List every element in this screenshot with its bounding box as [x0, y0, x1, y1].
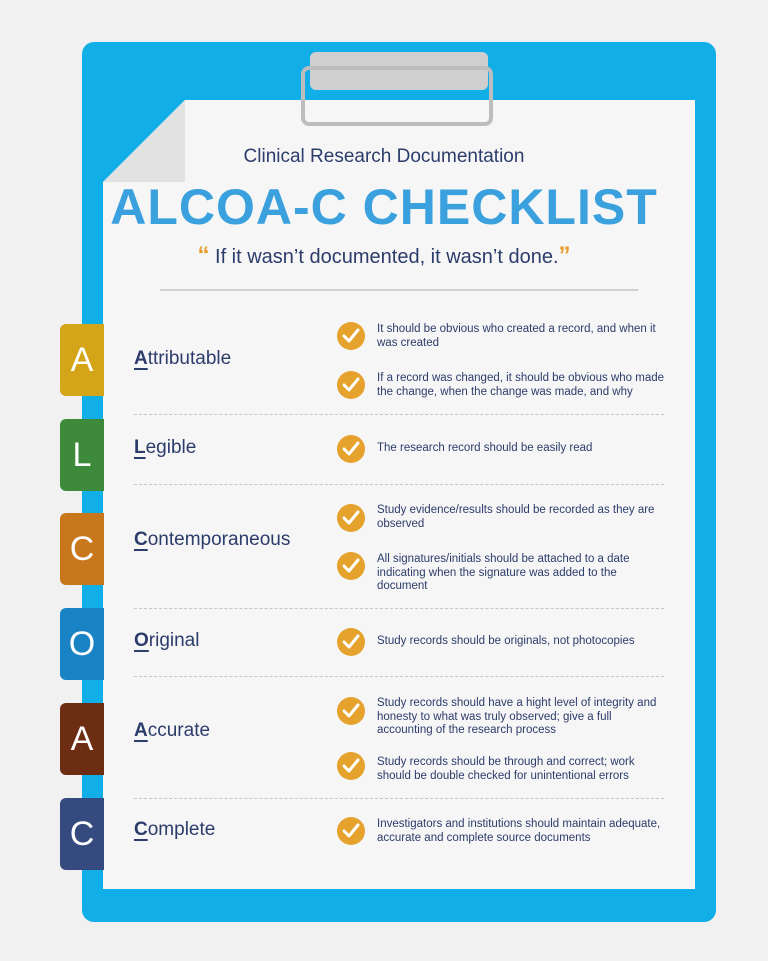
- section-divider: [134, 484, 664, 485]
- check-icon: [337, 435, 365, 463]
- header-divider: [160, 289, 638, 291]
- section-divider: [134, 676, 664, 677]
- section-label-attributable: Attributable: [134, 348, 232, 369]
- page-subtitle: Clinical Research Documentation: [243, 146, 525, 167]
- check-icon: [337, 371, 365, 399]
- page-title: ALCOA-C CHECKLIST: [110, 179, 658, 235]
- tab-letter-o: O: [60, 608, 104, 680]
- checklist-item: Study records should have a hight level of integrity and honesty to what was truly observed; give a full accounting of the research process: [377, 697, 657, 736]
- check-icon: [337, 322, 365, 350]
- section-divider: [134, 798, 664, 799]
- section-label-legible: Legible: [134, 437, 197, 458]
- section-divider: [134, 608, 664, 609]
- checklist-item: Study records should be originals, not photocopies: [377, 635, 635, 647]
- checklist-item: Study evidence/results should be recorded as they are observed: [377, 504, 655, 530]
- section-label-accurate: Accurate: [134, 720, 211, 741]
- section-divider: [134, 414, 664, 415]
- clipboard-clip-ring: [301, 66, 493, 126]
- check-icon: [337, 504, 365, 532]
- check-icon: [337, 697, 365, 725]
- check-icon: [337, 752, 365, 780]
- checklist-item: Investigators and institutions should maintain adequate, accurate and complete source documents: [377, 818, 661, 844]
- checklist-item: All signatures/initials should be attached to a date indicating when the signature was added to the document: [377, 553, 630, 592]
- checklist-item: If a record was changed, it should be obvious who made the change, when the change was made, and why: [377, 372, 665, 398]
- check-icon: [337, 817, 365, 845]
- quote-close-mark: ”: [558, 242, 571, 269]
- tab-letter-l: L: [60, 419, 104, 491]
- tab-letter-c-complete: C: [60, 798, 104, 870]
- quote-open-mark: “: [197, 242, 210, 269]
- checklist-item: It should be obvious who created a record, and when it was created: [377, 323, 656, 349]
- tab-letter-a: A: [60, 324, 104, 396]
- check-icon: [337, 628, 365, 656]
- checklist-item: Study records should be through and correct; work should be double checked for unintentional errors: [377, 756, 635, 782]
- quote-text: If it wasn’t documented, it wasn’t done.: [215, 246, 559, 268]
- tab-letter-c: C: [60, 513, 104, 585]
- tab-letter-a-accurate: A: [60, 703, 104, 775]
- quote: [0, 242, 768, 270]
- section-label-contemporaneous: Contemporaneous: [134, 529, 291, 550]
- check-icon: [337, 552, 365, 580]
- section-label-original: Original: [134, 630, 200, 651]
- checklist-item: The research record should be easily read: [377, 442, 593, 454]
- section-label-complete: Complete: [134, 819, 216, 840]
